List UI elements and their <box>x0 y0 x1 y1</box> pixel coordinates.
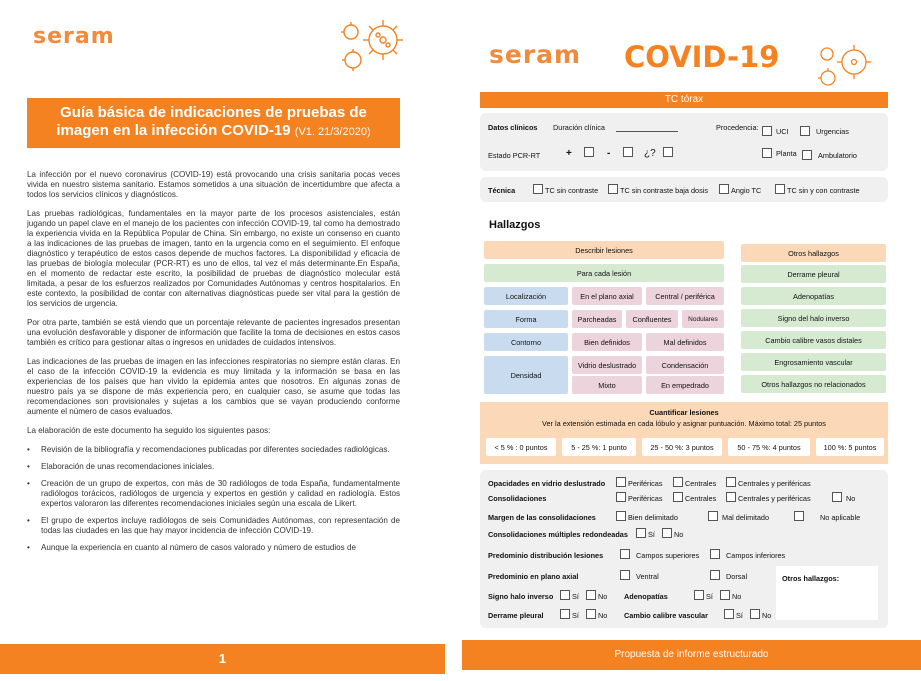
tecnica-option: Angio TC <box>731 186 762 195</box>
contorno-cell: Contorno <box>484 333 568 351</box>
score-cell: 100 %: 5 puntos <box>816 438 884 456</box>
adenopatias-no-checkbox[interactable] <box>720 590 730 600</box>
nodulares-cell: Nodulares <box>682 310 724 328</box>
cuantificar-panel <box>480 402 888 464</box>
list-item: • El grupo de expertos incluye radiólogos de seis Comunidades Autónomas, con representación de todas las ciudades en las que hay mayor incidencia de infección COVID-19. <box>27 516 400 536</box>
option-label: Sí <box>572 592 579 601</box>
list-item: • Revisión de la bibliografía y recomendaciones publicadas por diferentes sociedades radiológicas. <box>27 445 400 455</box>
central-periferica-cell: Central / periférica <box>646 287 724 305</box>
procedencia-label: Procedencia: <box>716 123 759 132</box>
multiples-si-checkbox[interactable] <box>636 528 646 538</box>
uci-checkbox[interactable] <box>762 126 772 136</box>
campos-superiores-checkbox[interactable] <box>620 549 630 559</box>
halo-label: Signo halo inverso <box>488 592 554 601</box>
option-label: Centrales <box>685 479 717 488</box>
consolidaciones-no-checkbox[interactable] <box>832 492 842 502</box>
pcr-unknown-label: ¿? <box>644 148 656 159</box>
score-cell: 50 - 75 %: 4 puntos <box>728 438 810 456</box>
pcr-positive-checkbox[interactable] <box>584 147 594 157</box>
consolidaciones-perifericas-checkbox[interactable] <box>616 492 626 502</box>
intro-text <box>27 170 400 560</box>
dorsal-checkbox[interactable] <box>710 570 720 580</box>
adenopatias-label: Adenopatías <box>624 592 668 601</box>
campos-inferiores-checkbox[interactable] <box>710 549 720 559</box>
halo-no-checkbox[interactable] <box>586 590 596 600</box>
otros-item: Engrosamiento vascular <box>741 353 886 371</box>
cambio-calibre-si-checkbox[interactable] <box>724 609 734 619</box>
list-item: • Elaboración de unas recomendaciones iniciales. <box>27 462 400 472</box>
bien-definidos-cell: Bien definidos <box>572 333 642 351</box>
cambio-calibre-no-checkbox[interactable] <box>750 609 760 619</box>
otros-item: Otros hallazgos no relacionados <box>741 375 886 393</box>
pcr-positive-label: + <box>566 148 572 159</box>
tc-torax-header: TC tórax <box>480 92 888 108</box>
halo-si-checkbox[interactable] <box>560 590 570 600</box>
right-page <box>462 0 921 681</box>
adenopatias-si-checkbox[interactable] <box>694 590 704 600</box>
page-footer <box>462 640 921 670</box>
opacidades-perifericas-checkbox[interactable] <box>616 477 626 487</box>
seram-logo: seram <box>33 24 115 49</box>
title-line-1: Guía básica de indicaciones de pruebas de <box>60 104 367 121</box>
forma-cell: Forma <box>484 310 568 328</box>
otros-item: Derrame pleural <box>741 265 886 283</box>
option-label: Dorsal <box>726 572 748 581</box>
urgencias-checkbox[interactable] <box>800 126 810 136</box>
plano-axial-cell: En el plano axial <box>572 287 642 305</box>
option-label: No <box>598 592 608 601</box>
option-label: No <box>598 611 608 620</box>
vidrio-deslustrado-cell: Vidrio deslustrado <box>572 356 642 374</box>
mal-definidos-cell: Mal definidos <box>646 333 724 351</box>
cuantificar-subtitle: Ver la extensión estimada en cada lóbulo y asignar puntuación. Máximo total: 25 puntos <box>542 419 826 428</box>
option-label: Periféricas <box>628 494 663 503</box>
option-label: Sí <box>706 592 713 601</box>
ventral-checkbox[interactable] <box>620 570 630 580</box>
ambulatorio-label: Ambulatorio <box>818 151 857 160</box>
angio-tc-checkbox[interactable] <box>719 184 729 194</box>
option-label: Centrales <box>685 494 717 503</box>
predominio-axial-label: Predominio en plano axial <box>488 572 579 581</box>
list-item: • Aunque la experiencia en cuanto al número de casos valorado y número de estudios de <box>27 543 400 553</box>
steps-list <box>27 445 400 553</box>
paragraph: Por otra parte, también se está viendo que un porcentaje relevante de pacientes ingresados presentan una evolución desfavorable y disponer de información que facilite la toma de decisiones en estos casos también es crítico para gestionar altas o ingresos en unidades de cuidados intensivos. <box>27 318 400 347</box>
tecnica-panel <box>480 177 888 202</box>
predominio-dist-label: Predominio distribución lesiones <box>488 551 604 560</box>
localizacion-cell: Localización <box>484 287 568 305</box>
hallazgos-heading: Hallazgos <box>489 219 541 231</box>
otros-item: Cambio calibre vasos distales <box>741 331 886 349</box>
seram-logo: seram <box>489 40 582 69</box>
tecnica-option: TC sin contraste <box>545 186 599 195</box>
option-label: Centrales y periféricas <box>738 479 811 488</box>
option-label: Campos inferiores <box>726 551 786 560</box>
paragraph: Las indicaciones de las pruebas de imagen en las infecciones respiratorias no siempre están claras. En el caso de la infección COVID-19 la evidencia es muy limitada y la información se basa en las experiencias de los países que han vivido la epidemia antes que nosotros. En algunas zonas de nuestro país ya se dispone de más experiencia pero, en cualquier caso, se asume que todas las recomendaciones son provisionales y sujetas a los cambios que se vayan produciendo conforme aumente el número de casos evaluados. <box>27 357 400 416</box>
page-title: COVID-19 <box>624 40 780 74</box>
option-label: Sí <box>648 530 655 539</box>
list-item: • Creación de un grupo de expertos, con más de 30 radiólogos de toda España, fundamentalmente radiólogos torácicos, radiólogos de urgencia y expertos en gestión y calidad en radiología. Estos expertos valoraron las diferentes recomendaciones iniciales según una escala de Likert. <box>27 479 400 509</box>
planta-checkbox[interactable] <box>762 148 772 158</box>
datos-clinicos-panel <box>480 113 888 171</box>
duracion-field[interactable] <box>616 131 678 132</box>
option-label: Periféricas <box>628 479 663 488</box>
paragraph: La elaboración de este documento ha seguido los siguientes pasos: <box>27 426 271 435</box>
estado-pcr-label: Estado PCR-RT <box>488 151 541 160</box>
bien-delimitado-checkbox[interactable] <box>616 511 626 521</box>
tc-sin-con-contraste-checkbox[interactable] <box>775 184 785 194</box>
page-number: 1 <box>218 651 227 666</box>
datos-clinicos-label: Datos clínicos <box>488 123 538 132</box>
uci-label: UCI <box>776 127 789 136</box>
title-line-2: imagen en la infección COVID-19 <box>56 122 291 139</box>
footer-text: Propuesta de informe estructurado <box>614 649 769 660</box>
opacidades-centrales-checkbox[interactable] <box>673 477 683 487</box>
ambulatorio-checkbox[interactable] <box>802 150 812 160</box>
derrame-si-checkbox[interactable] <box>560 609 570 619</box>
virus-icon <box>337 14 407 74</box>
pcr-negative-checkbox[interactable] <box>623 147 633 157</box>
score-cell: 5 - 25 %: 1 punto <box>562 438 636 456</box>
informe-form-panel <box>480 470 888 628</box>
left-page <box>0 0 445 681</box>
option-label: Bien delimitado <box>628 513 678 522</box>
describir-lesiones-cell: Describir lesiones <box>484 241 724 259</box>
otros-hallazgos-label: Otros hallazgos: <box>782 574 840 583</box>
margen-label: Margen de las consolidaciones <box>488 513 596 522</box>
opacidades-label: Opacidades en vidrio deslustrado <box>488 479 606 488</box>
multiples-no-checkbox[interactable] <box>662 528 672 538</box>
tc-sin-contraste-checkbox[interactable] <box>533 184 543 194</box>
consolidaciones-centrales-checkbox[interactable] <box>673 492 683 502</box>
option-label: Sí <box>736 611 743 620</box>
otros-hallazgos-field[interactable] <box>776 566 878 620</box>
confluentes-cell: Confluentes <box>626 310 678 328</box>
tecnica-label: Técnica <box>488 186 516 195</box>
tecnica-option: TC sin contraste baja dosis <box>620 186 709 195</box>
score-cell: 25 - 50 %: 3 puntos <box>642 438 722 456</box>
multiples-label: Consolidaciones múltiples redondeadas <box>488 530 628 539</box>
consolidaciones-centrales-perifericas-checkbox[interactable] <box>726 492 736 502</box>
pcr-unknown-checkbox[interactable] <box>663 147 673 157</box>
no-aplicable-checkbox[interactable] <box>794 511 804 521</box>
para-cada-lesion-cell: Para cada lesión <box>484 264 724 282</box>
empedrado-cell: En empedrado <box>646 376 724 394</box>
option-label: No <box>674 530 684 539</box>
option-label: No <box>732 592 742 601</box>
derrame-no-checkbox[interactable] <box>586 609 596 619</box>
mixto-cell: Mixto <box>572 376 642 394</box>
pcr-negative-label: - <box>607 148 611 159</box>
paragraph: Las pruebas radiológicas, fundamentales en la mayor parte de los procesos asistenciales, están jugando un papel clave en el manejo de los pacientes con infección COVID-19, tal como ha demostrado la experiencia vivida en la República Popular de China. Sin embargo, no existe un consenso en cuanto a las indicaciones de las pruebas de imagen, tanto en la urgencia como en el seguimiento. El enfoque diagnóstico y terapéutico de estos casos depende de muchos factores. La disponibilidad y eficacia de las pruebas de biología molecular (PCR-RT) es uno de ellos, tal vez el más determinante.En España, en el momento de redactar este escrito, la posibilidad de pruebas de diagnóstico molecular está limitada, a pesar de los esfuerzos realizados por Comunidades Autónomas y centros hospitalarios. En este contexto, la posibilidad de contar con alternativas diagnósticas puede ser vital para la gestión de los servicios de urgencia. <box>27 209 400 308</box>
urgencias-label: Urgencias <box>816 127 849 136</box>
duracion-label: Duración clínica <box>553 123 605 132</box>
parcheadas-cell: Parcheadas <box>572 310 622 328</box>
consolidaciones-label: Consolidaciones <box>488 494 547 503</box>
option-label: Mal delimitado <box>722 513 770 522</box>
page-footer <box>0 644 445 674</box>
option-label: Sí <box>572 611 579 620</box>
otros-hallazgos-header: Otros hallazgos <box>741 244 886 262</box>
opacidades-centrales-perifericas-checkbox[interactable] <box>726 477 736 487</box>
option-label: Campos superiores <box>636 551 700 560</box>
planta-label: Planta <box>776 149 797 158</box>
otros-item: Adenopatías <box>741 287 886 305</box>
condensacion-cell: Condensación <box>646 356 724 374</box>
tc-baja-dosis-checkbox[interactable] <box>608 184 618 194</box>
densidad-cell: Densidad <box>484 356 568 394</box>
cuantificar-title: Cuantificar lesiones <box>649 408 719 417</box>
option-label: Ventral <box>636 572 659 581</box>
score-cell: < 5 % : 0 puntos <box>486 438 556 456</box>
title-version: (V1. 21/3/2020) <box>294 126 371 138</box>
virus-icon <box>814 40 876 90</box>
cambio-calibre-label: Cambio calibre vascular <box>624 611 708 620</box>
otros-item: Signo del halo inverso <box>741 309 886 327</box>
mal-delimitado-checkbox[interactable] <box>708 511 718 521</box>
option-label: No aplicable <box>820 513 861 522</box>
option-label: No <box>762 611 772 620</box>
paragraph: La infección por el nuevo coronavirus (COVID-19) está provocando una crisis sanitaria pocas veces vivida en nuestro sistema sanitario. Estamos sometidos a una situación de incertidumbre que afecta a todos los servicios clínicos y diagnósticos. <box>27 170 400 199</box>
option-label: Centrales y periféricas <box>738 494 811 503</box>
guide-title <box>27 98 400 148</box>
derrame-label: Derrame pleural <box>488 611 544 620</box>
option-label: No <box>846 494 856 503</box>
tecnica-option: TC sin y con contraste <box>787 186 860 195</box>
